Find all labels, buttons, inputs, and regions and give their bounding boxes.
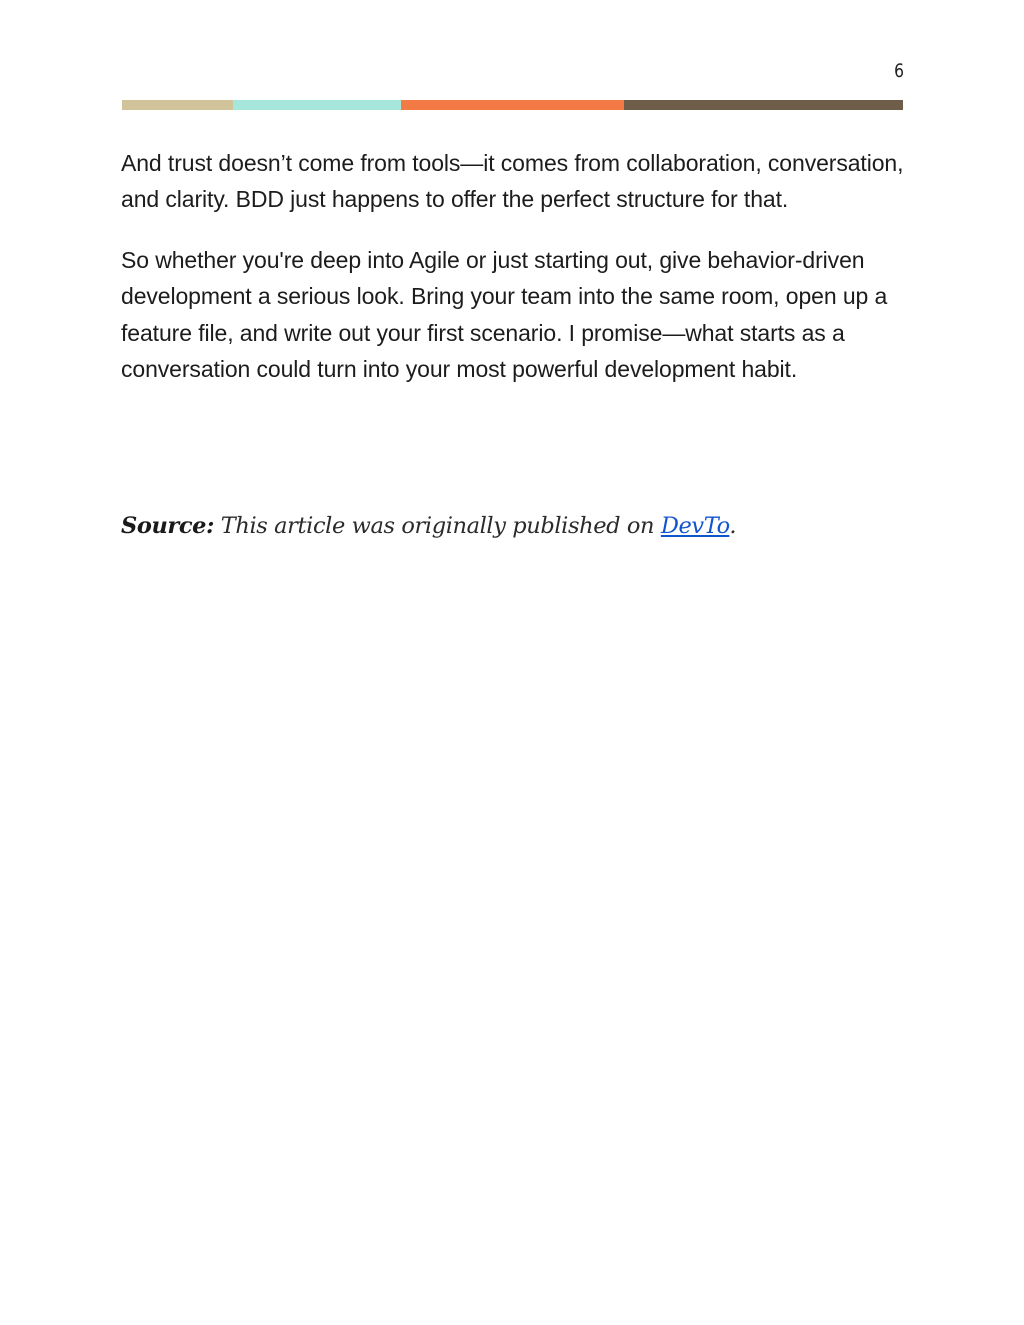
devto-link[interactable]: DevTo [660,513,730,539]
divider-segment-orange [401,100,624,110]
body-paragraph: And trust doesn’t come from tools—it comes from collaboration, conversation, and clarity. BDD just happens to offer the perfect structure for that. [121,150,904,213]
source-attribution [121,509,906,543]
divider-segment-brown [624,100,903,110]
page-number: 6 [894,60,904,82]
divider-segment-tan [122,100,233,110]
article-body [121,145,906,411]
source-label: Source: [121,513,214,539]
color-divider-bar [122,100,903,110]
source-trailing-period: . [729,513,737,539]
source-text: This article was originally published on [220,513,655,539]
body-paragraph: So whether you're deep into Agile or just starting out, give behavior-driven development a serious look. Bring your team into the same room, open up a feature file, and write out your first scenario. I promise—what starts as a conversation could turn into your most powerful development habit. [121,246,888,383]
divider-segment-aqua [233,100,401,110]
